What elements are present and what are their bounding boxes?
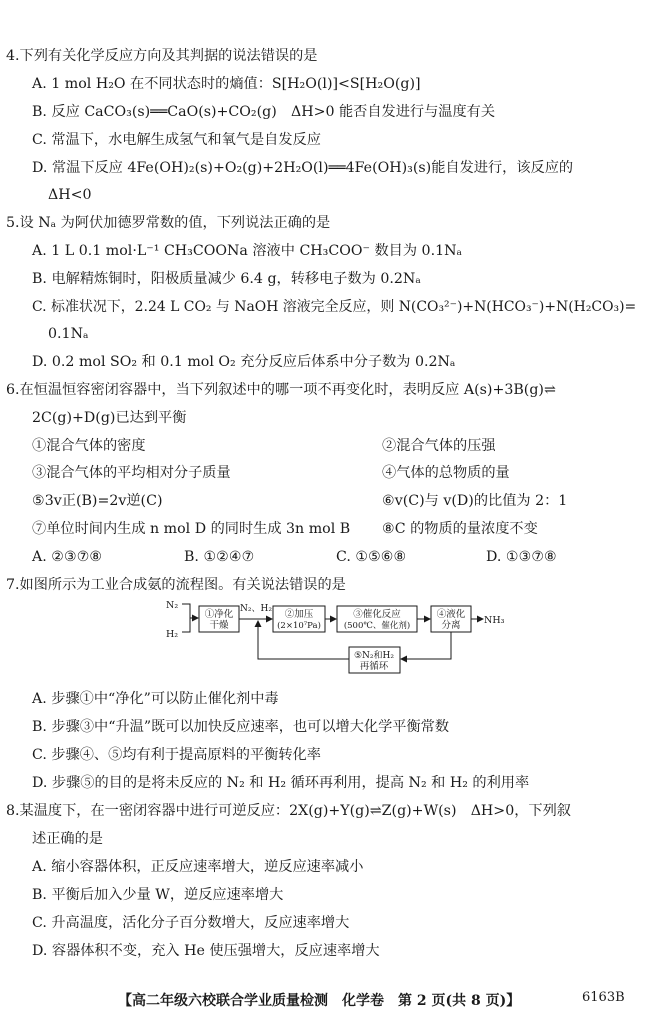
- flow-mid-label: N₂、H₂: [240, 604, 272, 614]
- q6-option-d: D. ①③⑦⑧: [486, 549, 557, 565]
- flow-box-1-line2: 干燥: [209, 620, 229, 631]
- q7-option-a: A. 步骤①中“净化”可以防止催化剂中毒: [32, 691, 279, 707]
- q4-option-b: B. 反应 CaCO₃(s)══CaO(s)+CO₂(g) ΔH>0 能否自发进行与温度有关: [32, 104, 496, 120]
- q6-item-5: ⑤3v正(B)=2v逆(C): [32, 493, 163, 509]
- q8-option-d: D. 容器体积不变，充入 He 使压强增大，反应速率增大: [32, 943, 380, 959]
- flow-n2-input: N₂: [166, 600, 179, 611]
- q8-option-c: C. 升高温度，活化分子百分数增大，反应速率增大: [32, 915, 350, 931]
- flow-recycle-in: [401, 632, 451, 659]
- q8-stem-line1: 8.某温度下，在一密闭容器中进行可逆反应：2X(g)+Y(g)⇌Z(g)+W(s) ΔH>0，下列叙: [6, 803, 571, 819]
- q4-stem: 4.下列有关化学反应方向及其判据的说法错误的是: [6, 48, 318, 64]
- flow-box-3-line2: (500℃、催化剂): [343, 621, 411, 631]
- flow-nh3-output: NH₃: [484, 615, 505, 626]
- q6-item-2: ②混合气体的压强: [382, 438, 496, 454]
- q6-item-7: ⑦单位时间内生成 n mol D 的同时生成 3n mol B: [32, 521, 351, 537]
- flow-box-1-line1: ①净化: [204, 609, 234, 620]
- q4-option-d-line2: ΔH<0: [48, 187, 92, 203]
- q5-option-a: A. 1 L 0.1 mol·L⁻¹ CH₃COONa 溶液中 CH₃COO⁻ 数目为 0.1Nₐ: [32, 243, 462, 259]
- flow-box-5-line1: ⑤N₂和H₂: [353, 651, 395, 661]
- flow-h2-input: H₂: [166, 629, 179, 640]
- q6-item-6: ⑥v(C)与 v(D)的比值为 2：1: [382, 493, 568, 509]
- flow-box-3-line1: ③催化反应: [353, 609, 401, 620]
- q8-stem-line2: 述正确的是: [32, 831, 103, 847]
- q7-option-c: C. 步骤④、⑤均有利于提高原料的平衡转化率: [32, 747, 321, 763]
- q5-option-d: D. 0.2 mol SO₂ 和 0.1 mol O₂ 充分反应后体系中分子数为 0.2Nₐ: [32, 354, 456, 370]
- q6-option-b: B. ①②④⑦: [184, 549, 255, 565]
- flow-box-2-line1: ②加压: [284, 609, 314, 620]
- q4-option-d-line1: D. 常温下反应 4Fe(OH)₂(s)+O₂(g)+2H₂O(l)══4Fe(OH)₃(s)能自发进行，该反应的: [32, 160, 574, 176]
- q4-option-a: A. 1 mol H₂O 在不同状态时的熵值：S[H₂O(l)]<S[H₂O(g)]: [32, 76, 421, 92]
- q6-stem-line1: 6.在恒温恒容密闭容器中，当下列叙述中的哪一项不再变化时，表明反应 A(s)+3B(g)⇌: [6, 382, 556, 398]
- q6-item-1: ①混合气体的密度: [32, 438, 146, 454]
- q6-item-3: ③混合气体的平均相对分子质量: [32, 465, 231, 481]
- q5-option-c-line2: 0.1Nₐ: [48, 326, 89, 342]
- q8-option-a: A. 缩小容器体积，正反应速率增大，逆反应速率减小: [32, 859, 364, 875]
- flow-box-4-line1: ④液化: [436, 609, 466, 620]
- flow-input-bracket: [182, 604, 198, 632]
- q6-option-c: C. ①⑤⑥⑧: [336, 549, 407, 565]
- q6-stem-line2: 2C(g)+D(g)已达到平衡: [32, 410, 187, 426]
- flow-box-4-line2: 分离: [441, 620, 461, 631]
- ammonia-flow-diagram: [160, 599, 505, 685]
- q4-option-c: C. 常温下，水电解生成氢气和氧气是自发反应: [32, 132, 321, 148]
- q6-item-4: ④气体的总物质的量: [382, 465, 510, 481]
- q5-stem: 5.设 Nₐ 为阿伏加德罗常数的值，下列说法正确的是: [6, 215, 331, 231]
- q8-option-b: B. 平衡后加入少量 W，逆反应速率增大: [32, 887, 284, 903]
- q7-stem: 7.如图所示为工业合成氨的流程图。有关说法错误的是: [6, 577, 346, 593]
- flow-box-5-line2: 再循环: [359, 661, 389, 672]
- q7-option-d: D. 步骤⑤的目的是将未反应的 N₂ 和 H₂ 循环再利用，提高 N₂ 和 H₂ 的利用率: [32, 775, 530, 791]
- q6-item-8: ⑧C 的物质的量浓度不变: [382, 521, 538, 537]
- q5-option-c-line1: C. 标准状况下，2.24 L CO₂ 与 NaOH 溶液完全反应，则 N(CO₃²⁻)+N(HCO₃⁻)+N(H₂CO₃)=: [32, 299, 637, 315]
- q7-option-b: B. 步骤③中“升温”既可以加快反应速率，也可以增大化学平衡常数: [32, 719, 450, 735]
- q5-option-b: B. 电解精炼铜时，阳极质量减少 6.4 g，转移电子数为 0.2Nₐ: [32, 271, 421, 287]
- paper-code: 6163B: [582, 990, 625, 1005]
- q6-option-a: A. ②③⑦⑧: [32, 549, 103, 565]
- page-footer: 【高二年级六校联合学业质量检测 化学卷 第 2 页(共 8 页)】: [118, 993, 521, 1009]
- flow-box-2-line2: (2×10⁷Pa): [277, 621, 321, 631]
